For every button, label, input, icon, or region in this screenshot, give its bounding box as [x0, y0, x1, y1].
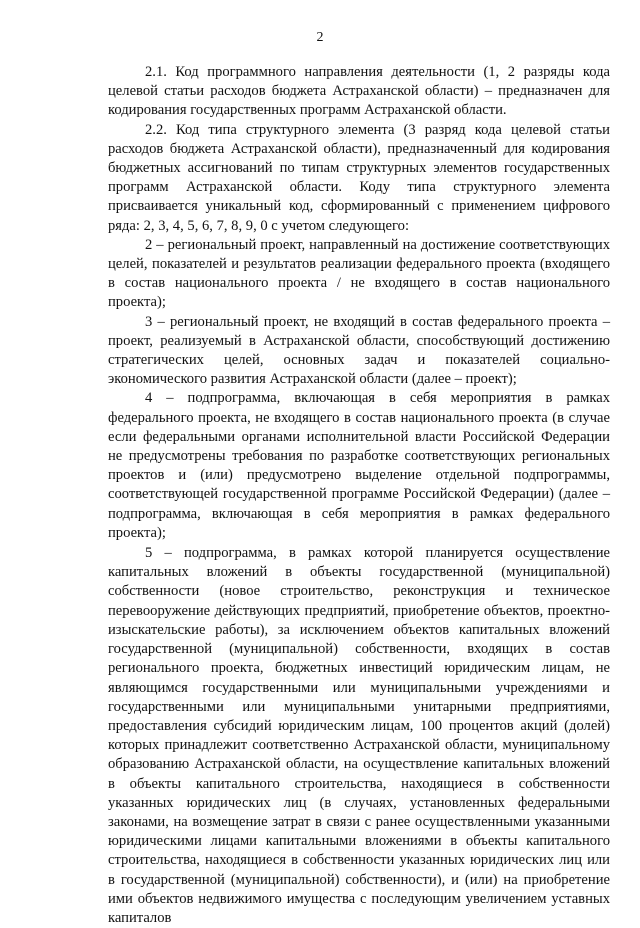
paragraph-2-2: 2.2. Код типа структурного элемента (3 разряд кода целевой статьи расходов бюджета Астраханской области), предназначенный для кодирования бюджетных ассигнований по типам структурных элементов государственных программ Астраханской области. Коду типа структурного элемента присваивается уникальный код, сформированный с применением цифрового ряда: 2, 3, 4, 5, 6, 7, 8, 9, 0 с учетом следующего: — [108, 121, 610, 234]
paragraph-2-1: 2.1. Код программного направления деятельности (1, 2 разряды кода целевой статьи расходов бюджета Астраханской области) – предназначен для кодирования государственных программ Астраханской области. — [108, 64, 610, 119]
page-number: 2 — [316, 30, 324, 45]
paragraph-code-4: 4 – подпрограмма, включающая в себя мероприятия в рамках федерального проекта, не входящего в состав национального проекта (в случае если федеральными органами исполнительной власти Российской Федерации не предусмотрены требования по разработке соответствующих региональных проектов и (или) предусмотрено выделение отдельной подпрограммы, соответствующей государственной программе Российской Федерации) (далее – подпрограмма, включающая в себя мероприятия в рамках федерального проекта); — [108, 390, 610, 541]
document-body — [108, 63, 610, 928]
paragraph-code-5: 5 – подпрограмма, в рамках которой планируется осуществление капитальных вложений в объекты государственной (муниципальной) собственности (новое строительство, реконструкция и техническое перевооружение действующих предприятий, приобретение объектов, проектно-изыскательские работы), за исключением объектов капитальных вложений государственной (муниципальной) собственности, входящих в состав регионального проекта, бюджетных инвестиций юридическим лицам, не являющимся государственными или муниципальными учреждениями и государственными или муниципальными унитарными предприятиями, предоставления субсидий юридическим лицам, 100 процентов акций (долей) которых принадлежит соответственно Астраханской области, муниципальному образованию Астраханской области, на осуществление капитальных вложений в объекты капитального строительства, находящиеся в собственности указанных юридических лиц (в случаях, установленных федеральными законами, на возмещение затрат в связи с ранее осуществленными указанными юридическими лицами капитальными вложениями в объекты капитального строительства, находящиеся в собственности указанных юридических лиц или в государственной (муниципальной) собственности), и (или) на приобретение ими объектов недвижимого имущества с последующим увеличением уставных капиталов — [108, 545, 610, 926]
paragraph-code-2: 2 – региональный проект, направленный на достижение соответствующих целей, показателей и результатов реализации федерального проекта (входящего в состав национального проекта / не входящего в состав национального проекта); — [108, 236, 610, 311]
paragraph-code-3: 3 – региональный проект, не входящий в состав федерального проекта – проект, реализуемый в Астраханской области, способствующий достижению стратегических целей, основных задач и показателей социально-экономического развития Астраханской области (далее – проект); — [108, 313, 610, 388]
